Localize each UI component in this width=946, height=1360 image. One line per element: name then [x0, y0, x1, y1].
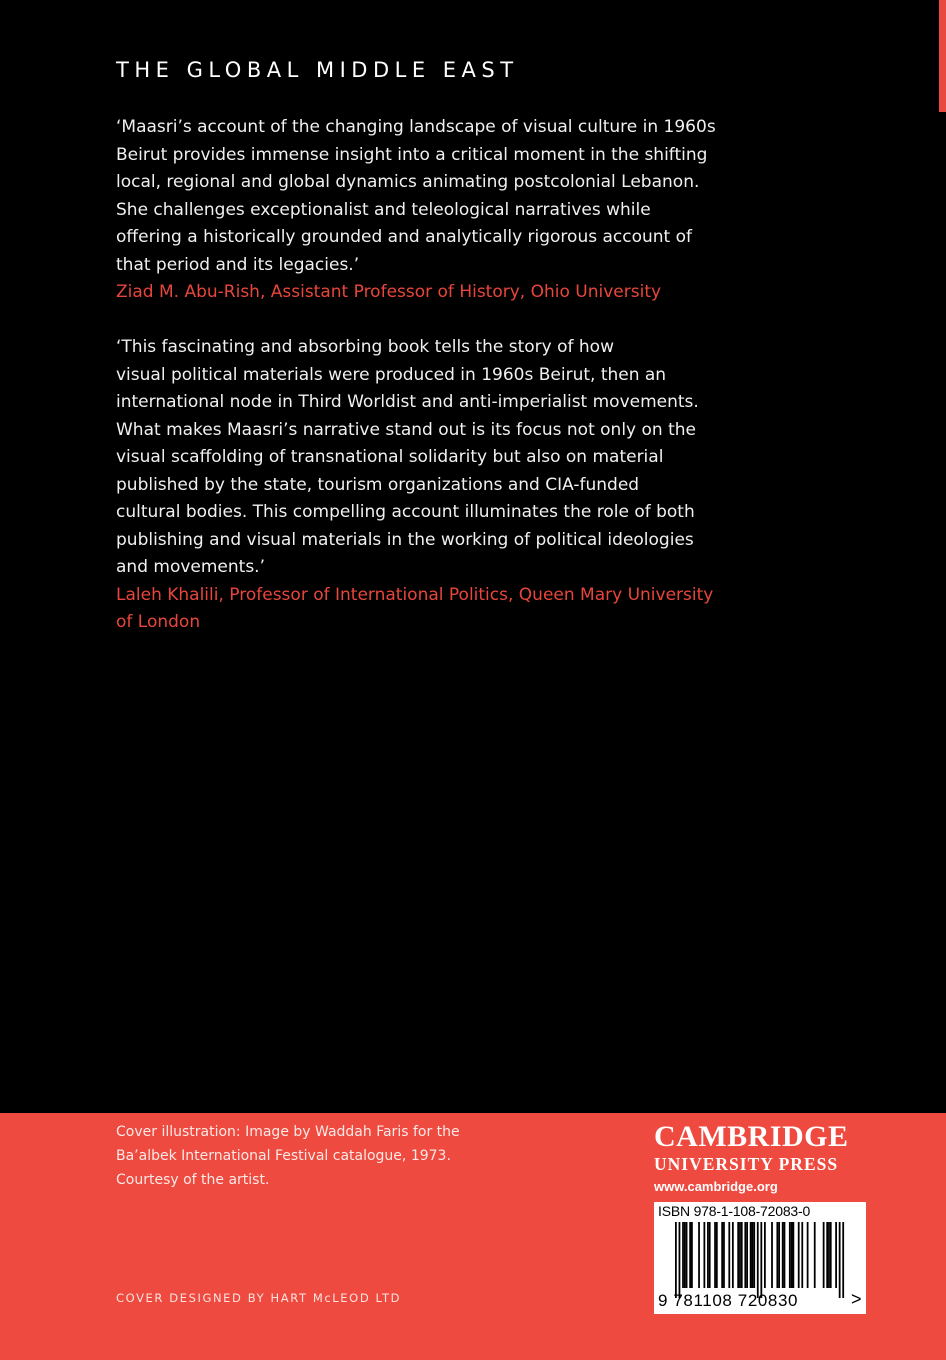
barcode-bar	[686, 1222, 688, 1288]
barcode-bar	[792, 1222, 794, 1288]
quote-attribution	[116, 279, 716, 307]
quote-line: offering a historically grounded and analytically rigorous account of	[116, 227, 692, 247]
barcode-bar	[682, 1222, 684, 1288]
endorsement-quote	[116, 334, 716, 637]
publisher-name: CAMBRIDGE	[654, 1120, 849, 1153]
isbn-barcode	[654, 1202, 866, 1314]
barcode-bar	[791, 1222, 793, 1288]
barcode-bar	[746, 1222, 748, 1288]
endorsement-quote	[116, 114, 716, 307]
back-cover-footer	[0, 1113, 946, 1360]
quote-attribution	[116, 582, 716, 637]
series-title: THE GLOBAL MIDDLE EAST	[116, 58, 519, 82]
quote-line: ‘Maasri’s account of the changing landscape of visual culture in 1960s	[116, 117, 716, 137]
quote-line: Beirut provides immense insight into a critical moment in the shifting	[116, 144, 708, 165]
isbn-label: ISBN 978-1-108-72083-0	[658, 1203, 811, 1219]
barcode-bar	[744, 1222, 746, 1288]
publisher-press: UNIVERSITY PRESS	[654, 1154, 839, 1174]
publisher-url[interactable]: www.cambridge.org	[654, 1179, 778, 1194]
barcode-bar	[741, 1222, 743, 1288]
barcode-bar	[826, 1222, 828, 1288]
barcode-bar	[709, 1222, 711, 1288]
credit-line: Cover illustration: Image by Waddah Faris for the	[116, 1124, 460, 1140]
quote-line: that period and its legacies.’	[116, 254, 360, 275]
barcode-bar	[782, 1222, 784, 1288]
publisher-logo	[654, 1121, 849, 1194]
barcode-bar	[723, 1222, 725, 1288]
barcode-bar	[764, 1222, 766, 1288]
attribution-line: Ziad M. Abu-Rish, Assistant Professor of History, Ohio University	[116, 282, 662, 302]
quote-text	[116, 334, 716, 582]
barcode-bar	[716, 1222, 718, 1288]
barcode-bar	[732, 1222, 734, 1288]
barcode-bar	[842, 1222, 844, 1298]
barcode-bar	[714, 1222, 716, 1288]
barcode-bar	[778, 1222, 780, 1288]
barcode-bar	[757, 1222, 759, 1298]
quote-line: international node in Third Worldist and anti-imperialist movements.	[116, 392, 699, 412]
barcode-bar	[839, 1222, 841, 1298]
quote-line: She challenges exceptionalist and teleological narratives while	[116, 199, 651, 220]
quote-line: ‘This fascinating and absorbing book tells the story of how	[116, 337, 614, 357]
barcode-bar	[835, 1222, 837, 1288]
barcode-bar	[698, 1222, 700, 1288]
barcode-bar	[760, 1222, 762, 1298]
barcode-bar	[707, 1222, 709, 1288]
barcode-bar	[750, 1222, 752, 1288]
credit-line: Courtesy of the artist.	[116, 1172, 270, 1188]
quote-line: publishing and visual materials in the working of political ideologies	[116, 529, 694, 550]
barcode-bar	[776, 1222, 778, 1288]
barcode-digits: 9 781108 720830	[658, 1291, 799, 1310]
attribution-line: Laleh Khalili, Professor of International Politics, Queen Mary University	[116, 584, 714, 605]
barcode-bar	[823, 1222, 825, 1288]
barcode-bar	[814, 1222, 816, 1288]
barcode-bar	[679, 1222, 681, 1298]
barcode-bar	[789, 1222, 791, 1288]
quote-line: What makes Maasri’s narrative stand out is its focus not only on the	[116, 419, 696, 440]
barcode-chevron: >	[851, 1289, 862, 1309]
barcode-bar	[830, 1222, 832, 1288]
quote-line: visual scaffolding of transnational solidarity but also on material	[116, 447, 664, 467]
quote-text	[116, 114, 716, 279]
barcode-bar	[721, 1222, 723, 1288]
barcode-bar	[684, 1222, 686, 1288]
barcode-bar	[739, 1222, 741, 1288]
barcode-bar	[807, 1222, 809, 1288]
barcode-bar	[737, 1222, 739, 1288]
barcode-bar	[798, 1222, 800, 1288]
barcode-bar	[753, 1222, 755, 1288]
spine-edge-strip	[939, 0, 946, 112]
quote-line: local, regional and global dynamics animating postcolonial Lebanon.	[116, 172, 700, 192]
barcode-bar	[801, 1222, 803, 1288]
quote-line: and movements.’	[116, 557, 265, 577]
quote-line: visual political materials were produced in 1960s Beirut, then an	[116, 364, 667, 385]
quote-line: published by the state, tourism organizations and CIA-funded	[116, 474, 640, 495]
barcode-bar	[689, 1222, 691, 1288]
quote-line: cultural bodies. This compelling account illuminates the role of both	[116, 502, 695, 522]
barcode-bar	[691, 1222, 693, 1288]
barcode-bar	[752, 1222, 754, 1288]
barcode-bar	[771, 1222, 773, 1288]
credit-line: Ba’albek International Festival catalogue, 1973.	[116, 1148, 451, 1164]
barcode-bar	[728, 1222, 730, 1288]
barcode-bar	[828, 1222, 830, 1288]
cover-credit	[116, 1120, 506, 1192]
designer-credit: COVER DESIGNED BY HART McLEOD LTD	[116, 1291, 402, 1305]
barcode-bar	[675, 1222, 677, 1298]
barcode-bar	[784, 1222, 786, 1288]
barcode-bar	[703, 1222, 705, 1288]
attribution-line: of London	[116, 612, 201, 632]
